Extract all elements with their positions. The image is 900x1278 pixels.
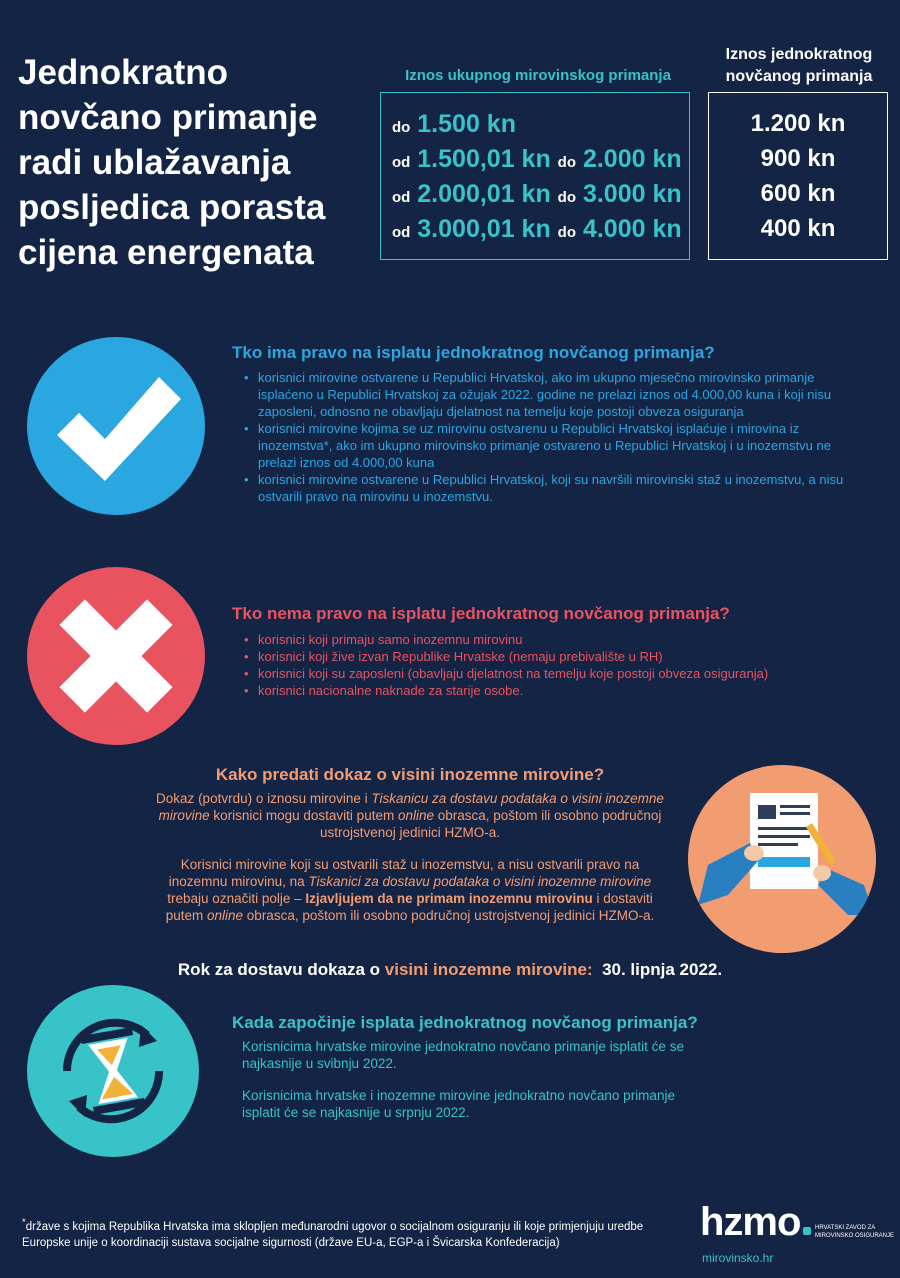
logo-subtitle: HRVATSKI ZAVOD ZA MIROVINSKO OSIGURANJE	[815, 1225, 895, 1239]
text-run: trebaju označiti polje –	[167, 891, 306, 906]
hourglass-icon	[27, 985, 199, 1157]
range-to-label: do	[557, 189, 576, 206]
range-from-label: od	[392, 224, 411, 241]
checkmark-icon	[27, 337, 205, 515]
proof-badge	[688, 765, 876, 953]
range-to-value: 1.500 kn	[417, 110, 516, 138]
website-link[interactable]: mirovinsko.hr	[702, 1251, 774, 1265]
range-to-label: do	[557, 224, 576, 241]
proof-text	[150, 790, 670, 939]
column-header-total-pension: Iznos ukupnog mirovinskog primanja	[405, 67, 671, 84]
list-item: • korisnici nacionalne naknade za starije osobe.	[244, 682, 864, 699]
list-item: • korisnici koji primaju samo inozemnu mirovinu	[244, 631, 864, 648]
deadline-label: Rok za dostavu dokaza o	[177, 960, 385, 979]
proof-paragraph-2	[150, 856, 670, 924]
eligible-list	[244, 369, 849, 505]
hzmo-logo: hzmo	[700, 1200, 801, 1244]
payment-title: Kada započinje isplata jednokratnog novčanog primanja?	[232, 1013, 698, 1032]
text-run: Korisnici mirovine koji su ostvarili staž u inozemstvu, a nisu ostvarili pravo na inozemnu mirovinu, na	[168, 857, 640, 889]
amount-value: 600 kn	[760, 180, 836, 207]
deadline-line	[0, 960, 900, 980]
payment-badge	[27, 985, 199, 1157]
range-from-label: od	[392, 154, 411, 171]
payment-paragraph-2: Korisnicima hrvatske i inozemne mirovine jednokratno novčano primanje isplatit će se najkasnije u srpnju 2022.	[242, 1088, 675, 1120]
text-run-italic: Tiskanicu za dostavu podataka o visini inozemne mirovine	[158, 791, 664, 823]
amount-value: 900 kn	[760, 145, 836, 172]
text-run: obrasca, poštom ili osobno područnoj ustrojstvenoj jedinici HZMO-a.	[319, 808, 662, 840]
footnote-text: države s kojima Republika Hrvatska ima sklopljen međunarodni ugovor o socijalnom osiguranju ili koje primjenjuju uredbe Europske unije o koordinaciji sustava socijalne sigurnosti (države EU-a, EGP-a i Švicarska Konfederacija)	[22, 1220, 644, 1249]
range-row	[392, 110, 516, 139]
text-run-italic: Tiskanici za dostavu podataka o visini inozemne mirovine	[308, 874, 652, 889]
deadline-date: 30. lipnja 2022.	[602, 960, 723, 979]
proof-title: Kako predati dokaz o visini inozemne mirovine?	[215, 765, 605, 784]
text-run-italic: online	[207, 908, 244, 923]
amount-value: 400 kn	[760, 215, 836, 242]
page-title: Jednokratno novčano primanje radi ublažavanja posljedica porasta cijena energenata	[18, 53, 326, 272]
range-row	[392, 215, 682, 244]
range-from-value: 1.500,01 kn	[417, 145, 551, 173]
list-item: • korisnici koji su zaposleni (obavljaju djelatnost na temelju koje postoji obveza osiguranja)	[244, 665, 864, 682]
cross-icon	[27, 567, 205, 745]
list-item: • korisnici koji žive izvan Republike Hrvatske (nemaju prebivalište u RH)	[244, 648, 864, 665]
footnote	[22, 1215, 682, 1251]
range-from-label: od	[392, 189, 411, 206]
list-item: • korisnici mirovine kojima se uz mirovinu ostvarenu u Republici Hrvatskoj isplaćuje i mirovina iz inozemstva*, ako im ukupno mirovinsko primanje ostvareno u Republici Hrvatskoj i u inozemstvu ne prelazi iznos od 4.000,00 kuna	[244, 420, 849, 471]
range-row	[392, 180, 682, 209]
eligible-title: Tko ima pravo na isplatu jednokratnog novčanog primanja?	[232, 343, 715, 362]
eligible-badge	[27, 337, 205, 515]
not-eligible-list	[244, 631, 864, 699]
payment-text	[242, 1038, 702, 1136]
text-run: Dokaz (potvrdu) o iznosu mirovine i	[156, 791, 372, 806]
footnote-mark: *	[22, 1217, 26, 1228]
payment-paragraph-1: Korisnicima hrvatske mirovine jednokratno novčano primanje isplatit će se najkasnije u svibnju 2022.	[242, 1039, 684, 1071]
range-row	[392, 145, 682, 174]
amount-value: 1.200 kn	[750, 110, 846, 137]
document-signing-icon	[688, 765, 876, 953]
not-eligible-badge	[27, 567, 205, 745]
proof-paragraph-1	[150, 790, 670, 841]
column-header-one-off-amount: Iznos jednokratnog novčanog primanja	[725, 46, 873, 85]
range-to-value: 2.000 kn	[582, 145, 682, 173]
list-item: • korisnici mirovine ostvarene u Republici Hrvatskoj, koji su navršili mirovinski staž u inozemstvu, a nisu ostvarili pravo na mirovinu u inozemstvu.	[244, 471, 849, 505]
range-to-value: 3.000 kn	[582, 180, 682, 208]
range-from-value: 3.000,01 kn	[417, 215, 551, 243]
range-from-value: 2.000,01 kn	[417, 180, 551, 208]
deadline-highlight: visini inozemne mirovine:	[384, 960, 593, 979]
not-eligible-title: Tko nema pravo na isplatu jednokratnog novčanog primanja?	[232, 604, 730, 623]
range-to-label: do	[392, 119, 411, 136]
range-to-label: do	[557, 154, 576, 171]
logo-dot	[803, 1227, 811, 1235]
text-run: korisnici mogu dostaviti putem	[209, 808, 398, 823]
list-item: • korisnici mirovine ostvarene u Republici Hrvatskoj, ako im ukupno mjesečno mirovinsko primanje isplaćeno u Republici Hrvatskoj za ožujak 2022. godine ne prelazi iznos od 4.000,00 kuna i koji nisu zaposleni, odnosno ne obavljaju djelatnost na temelju koje postoji obveza osiguranja	[244, 369, 849, 420]
text-run-italic: online	[397, 808, 434, 823]
range-to-value: 4.000 kn	[582, 215, 682, 243]
text-run: i dostaviti putem	[165, 891, 653, 923]
text-run: obrasca, poštom ili osobno područnoj ustrojstvenoj jedinici HZMO-a.	[243, 908, 655, 923]
text-run-bold: Izjavljujem da ne primam inozemnu mirovinu	[305, 891, 593, 906]
